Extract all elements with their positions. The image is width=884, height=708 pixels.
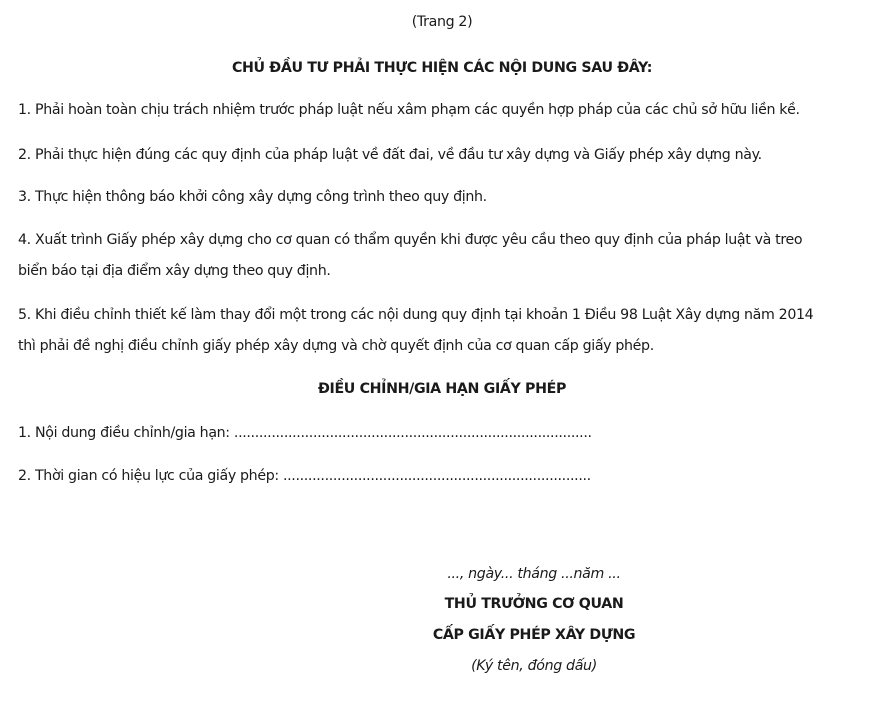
obligation-item-2: 2. Phải thực hiện đúng các quy định của pháp luật về đất đai, về đầu tư xây dựng và Giấy phép xây dựng này. xyxy=(18,147,762,163)
signature-date-line: ..., ngày... tháng ...năm ... xyxy=(447,566,621,582)
obligation-item-5-line-1: 5. Khi điều chỉnh thiết kế làm thay đổi một trong các nội dung quy định tại khoản 1 Điều 98 Luật Xây dựng năm 2014 xyxy=(18,307,814,323)
obligation-item-4-line-1: 4. Xuất trình Giấy phép xây dựng cho cơ quan có thẩm quyền khi được yêu cầu theo quy định của pháp luật và treo xyxy=(18,232,803,248)
obligation-item-5-line-2: thì phải đề nghị điều chỉnh giấy phép xây dựng và chờ quyết định của cơ quan cấp giấy phép. xyxy=(18,338,654,354)
signature-title-line-1: THỦ TRƯỞNG CƠ QUAN xyxy=(444,596,624,612)
field-label: 1. Nội dung điều chỉnh/gia hạn: xyxy=(18,425,230,441)
obligation-item-1: 1. Phải hoàn toàn chịu trách nhiệm trước pháp luật nếu xâm phạm các quyền hợp pháp của các chủ sở hữu liền kề. xyxy=(18,102,800,118)
page-label: (Trang 2) xyxy=(411,14,473,30)
adjustment-field-validity xyxy=(18,466,591,486)
signature-note: (Ký tên, đóng dấu) xyxy=(471,658,597,674)
signature-title-line-2: CẤP GIẤY PHÉP XÂY DỰNG xyxy=(432,627,636,643)
field-label: 2. Thời gian có hiệu lực của giấy phép: xyxy=(18,468,279,484)
obligations-heading: CHỦ ĐẦU TƯ PHẢI THỰC HIỆN CÁC NỘI DUNG SAU ĐÂY: xyxy=(231,60,653,76)
field-blank: ...................................................................................... xyxy=(233,425,592,441)
obligation-item-3: 3. Thực hiện thông báo khởi công xây dựng công trình theo quy định. xyxy=(18,189,487,205)
adjustment-heading: ĐIỀU CHỈNH/GIA HẠN GIẤY PHÉP xyxy=(318,381,566,397)
obligation-item-4-line-2: biển báo tại địa điểm xây dựng theo quy định. xyxy=(18,263,331,279)
adjustment-field-content xyxy=(18,423,592,443)
field-blank: .......................................................................... xyxy=(282,468,591,484)
